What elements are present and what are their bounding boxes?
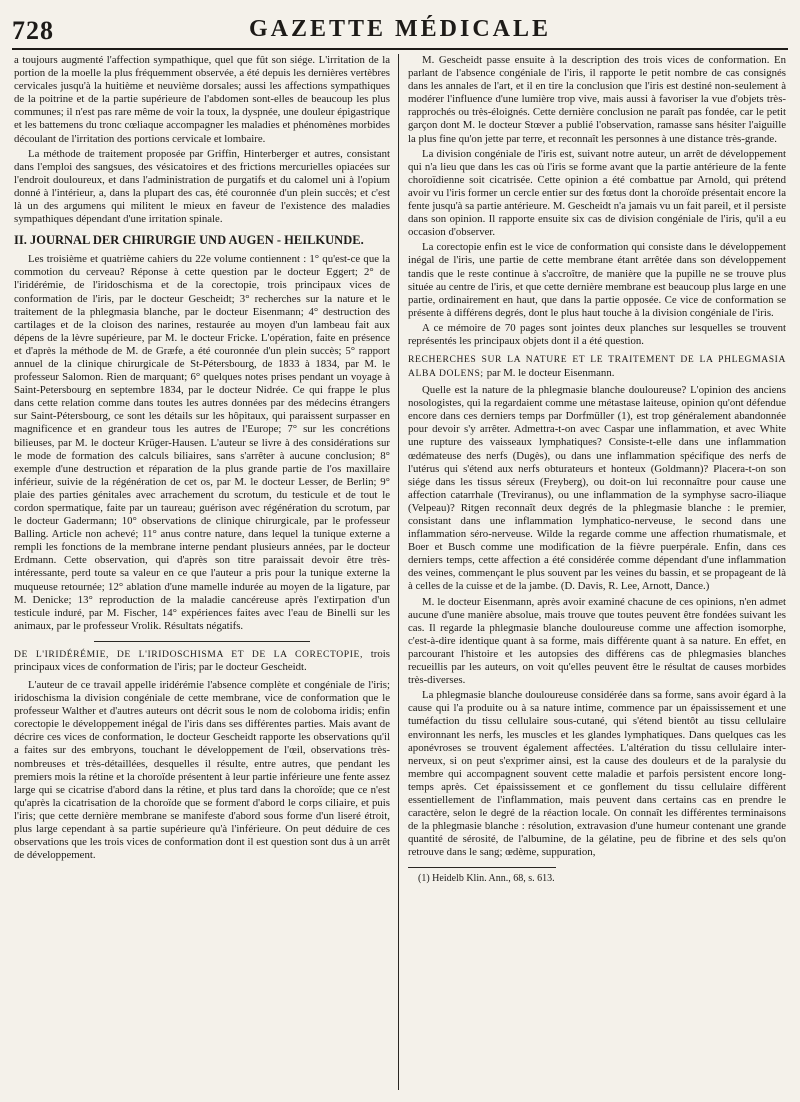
right-column	[408, 54, 786, 1094]
page-header	[12, 14, 788, 50]
paragraph: M. Gescheidt passe ensuite à la description des trois vices de conformation. En parlant de l'absence congéniale de l'iris, il rapporte le petit nombre de cas consignés dans les annales de l'art, et il en tire la conclusion que l'iris est destiné non-seulement à modérer l'influence d'une lumière trop vive, mais aussi à favoriser la vue d'objets très-rapprochés ou très-éloignés. Cette dernière conclusion ne paraît pas fondée, car le petit garçon dont M. le docteur Stœver a publié l'observation, ramasse sans hésiter l'aiguille la plus fine qu'on jette par terre, et reconnaît les personnes à une distance très-grande.	[408, 54, 786, 145]
subheading-rest: trois principaux vices de conformation de l'iris; par le docteur Gescheidt.	[14, 647, 390, 674]
paragraph: M. le docteur Eisenmann, après avoir examiné chacune de ces opinions, n'en admet aucune d'une manière absolue, mais trouve que toutes peuvent être fondées suivant les cas. Il regarde la phlegmasie blanche douloureuse comme une affection isomorphe, c'est-à-dire identique quant à sa forme, mais différente quant à sa nature. En effet, en parcourant l'histoire et les autopsies des différens cas de phlegmasies blanches recueillis par les auteurs, on voit qu'elles peuvent être le résultat de causes morbides très-diverses.	[408, 595, 786, 687]
paragraph: Quelle est la nature de la phlegmasie blanche douloureuse? L'opinion des anciens nosologistes, qui la regardaient comme une métastase laiteuse, opinion qu'ont défendue encore dans ces derniers temps par Dorfmüller (1), est trop généralement abandonnée pour devoir s'y arrêter. Admettra-t-on avec Caspar une inflammation, et avec White une rupture des vaisseaux lymphatiques? Consiste-t-elle dans une inflammation œdémateuse des nerfs (Dugès), ou dans une inflammation spécifique des nerfs de l'utérus qui s'étend aux nerfs obturateurs et honteux (Goldmann)? Placera-t-on son siége dans les tissus séreux (Freyberg), ou doit-on lui reconnaître pour cause une affection catarrhale (Treviranus), ou une inflammation de la symphyse sacro-iliaque (Velpeau)? Ritgen reconnaît deux degrés de la phlegmasie blanche : le premier, consistant dans une inflammation lymphatico-nerveuse, le second dans une inflammation séro-nerveuse. Wilde la regarde comme une affection rhumatismale, et Boer et Busch comme une modification de la fièvre puerpérale. Enfin, dans ces derniers temps, cette affection a été considérée comme dépendant d'une inflammation des veines, commençant le plus souvent par les veines du bassin, et se propageant de là à celles de la cuisse et de la jambe. (D. Davis, R. Lee, Arnott, Dance.)	[408, 384, 786, 593]
journal-title: GAZETTE MÉDICALE	[248, 16, 552, 42]
paragraph: a toujours augmenté l'affection sympathique, quel que fût son siége. L'irritation de la portion de la moelle la plus fréquemment observée, a été depuis les dernières vertèbres cervicales jusqu'à la huitième et neuvième dorsales; aussi les affections sympathiques de la poitrine et de la partie supérieure de l'abdomen sont-elles de beaucoup les plus communes; il n'est pas rare même de voir la toux, la dyspnée, une douleur épigastrique et les battemens du tronc cœliaque accompagner les maladies et phénomènes morbides découlant de l'irritation des portions cervicale et lombaire.	[14, 54, 390, 145]
footnote-rule	[408, 867, 556, 868]
paragraph: La phlegmasie blanche douloureuse considérée dans sa forme, sans avoir égard à la cause qui l'a produite ou à sa nature intime, commence par un épaississement et une tuméfaction du tissu cellulaire sous-cutané, qui s'étend bientôt au tissu cellulaire environnant les nerfs, les muscles et les glandes lymphatiques. Dans quelques cas les aponévroses se trouvent également affectées. L'altération du tissu cellulaire inter-nerveux, si on peut s'exprimer ainsi, est la cause des douleurs et de la paralysie du membre qui accompagnent souvent cette maladie et parfois persistent encore long-temps après. Cet épaississement et ce gonflement du tissu cellulaire diffèrent essentiellement de l'inflammation, mais peuvent dans certains cas en prendre le caractère, selon le degré de la réaction locale. On connaît les différentes terminaisons de la phlegmasie blanche : résolution, extravasion d'une humeur contenant une grande quantité de sérosité, de l'albumine, de la gélatine, peu de fibrine et des sels qu'on retrouve dans le sang; œdème, suppuration,	[408, 689, 786, 859]
article-subheading	[14, 648, 390, 675]
left-column	[14, 54, 390, 1094]
paragraph: La méthode de traitement proposée par Griffin, Hinterberger et autres, consistant dans l'emploi des sangsues, des vésicatoires et des frictions mercurielles opiacées sur l'endroit douloureux, et dans l'administration de purgatifs et du calomel uni à l'opium donné à l'intérieur, a, dans la plupart des cas, été couronnée d'un plein succès; et c'est là un des argumens qui militent le mieux en faveur de l'existence des maladies sympathiques dépendant d'une irritation spinale.	[14, 147, 390, 226]
footnote: (1) Heidelb Klin. Ann., 68, s. 613.	[418, 873, 555, 885]
paragraph: La corectopie enfin est le vice de conformation qui consiste dans le développement inégal de l'iris, une partie de cette membrane étant arrêtée dans son développement tandis que le reste continue à s'accroître, de manière que la pupille ne se trouve plus située au centre de l'iris, et que cette dernière membrane est beaucoup plus large en une partie, ordinairement en haut, que dans la partie opposée. Ce vice de conformation se présente à différens degrés, dont le plus haut touche à la division congéniale de l'iris.	[408, 241, 786, 319]
paragraph: A ce mémoire de 70 pages sont jointes deux planches sur lesquelles se trouvent représentés les principaux objets dont il a été question.	[408, 321, 786, 347]
subheading-caps: DE L'IRIDÉRÉMIE, DE L'IRIDOSCHISMA ET DE LA CORECTOPIE,	[14, 648, 363, 660]
column-divider	[398, 54, 399, 1090]
subheading-rest: par M. le docteur Eisenmann.	[486, 366, 615, 379]
paragraph: L'auteur de ce travail appelle iridérémie l'absence complète et congéniale de l'iris; iridoschisma la division congéniale de cette membrane, vice de conformation que le professeur Walther et d'autres auteurs ont décrit sous le nom de coloboma iridis; enfin corectopie le développement inégal de l'iris dans ses différentes parties. Mais avant de décrire ces vices de conformation, le docteur Gescheidt rapporte les observations qu'il a faites sur des embryons, touchant le développement de l'œil, observations très-nombreuses et très-détaillées, desquelles il résulte, entre autres, que pendant les premiers mois la rétine et la choroïde présentent à leur partie inférieure une fente assez large qui se cicatrise d'abord dans la rétine, et plus tard dans la choroïde; que ce n'est qu'après la cicatrisation de la choroïde que se forment d'abord le corps ciliaire, et puis l'iris; que cette dernière membrane se manifeste d'abord sous forme d'un liseré étroit, plus large cependant à sa partie supérieure qu'à l'inférieure. On peut déduire de ces observations que les trois vices de conformation dont il est question sont dus à un arrêt de développement.	[14, 678, 390, 862]
paragraph: Les troisième et quatrième cahiers du 22e volume contiennent : 1° qu'est-ce que la commotion du cerveau? Réponse à cette question par le docteur Eggert; 2° de l'iridérémie, de l'iridoschisma et de la corectopie, trois principaux vices de conformation de l'iris, par le docteur Gescheidt; 3° recherches sur la nature et le traitement de la phlegmasia blanche, par le docteur Eisenmann; 4° destruction des cartilages et de la cloison des narines, restaurée au moyen d'un lambeau fait aux dépens de la lèvre supérieure, par M. le docteur Fricke. L'opération, faite en présence et d'après la méthode de M. de Græfe, a été couronnée d'un plein succès; 5° rapport annuel de la clinique chirurgicale de St-Pétersbourg, de 1833 à 1834, par M. le professeur Salomon. Rien de marquant; 6° quelques notes prises pendant un voyage à Saint-Petersbourg en septembre 1834, par le docteur Nidrée. Ce qui frappe le plus dans cette relation comme dans toutes les autres données par des médecins étrangers sur Saint-Pétersbourg, ce sont les détails sur les hôpitaux, qui paraissent surpasser en magnificence et en grandeur tous les autres de l'Europe; 7° sur les concrétions bilieuses, par M. le docteur Krüger-Hausen. L'auteur se livre à des considérations sur le mode de formation des calculs biliaires, sans s'arrêter à aucune conclusion; 8° exemple d'une destruction et réparation de la plus grande partie de l'os maxillaire inférieur, suivie de la régénération de cet os, par M. le docteur Lesser, de Berlin; 9° plaie des parties génitales avec arrachement du scrotum, du testicule et de tout le cordon spermatique, faite par un taureau; guérison avec régénération du scrotum, par le docteur Gadermann; 10° observations de clinique chirurgicale, par le professeur Balling. Article non achevé; 11° anus contre nature, dans lequel la tunique externe a rempli les fonctions de la membrane interne pendant plusieurs années, par le docteur Erdmann. Cette observation, qui d'après son titre paraissait devoir être très-intéressante, perd toute sa valeur en ce que l'auteur a pris pour la tunique externe la muqueuse retournée; 12° ablation d'une mamelle indurée au moyen de la ligature, par M. Denicke; 13° reproduction de la maladie cancéreuse après l'extirpation d'un testicule induré, par M. Fischer, 14° expériences faites avec l'eau de Binelli sur les animaux, par le professeur Vrolik. Résultats négatifs.	[14, 253, 390, 632]
separator-rule	[94, 641, 310, 642]
section-title: II. JOURNAL DER CHIRURGIE UND AUGEN - HEILKUNDE.	[14, 233, 364, 248]
subheading-caps: RECHERCHES SUR LA NATURE ET LE TRAITEMENT DE LA PHLEGMASIA ALBA DOLENS;	[408, 354, 786, 379]
paragraph: La division congéniale de l'iris est, suivant notre auteur, un arrêt de développement qui n'a lieu que dans les cas où l'iris se forme avant que la partie antérieure de la fente choroïdienne soit cicatrisée. Cette opinion a été combattue par Arnold, qui prétend avoir vu l'iris former un cercle entier sur des fœtus dont la choroïde présentait encore la fente jusqu'à sa partie antérieure. M. Gescheidt n'a jamais vu un fait pareil, et il persiste dans son opinion. Il rapporte ensuite six cas de division congéniale de l'iris, qu'il a eu occasion d'observer.	[408, 147, 786, 239]
article-subheading	[408, 354, 786, 380]
page-number: 728	[12, 16, 54, 45]
